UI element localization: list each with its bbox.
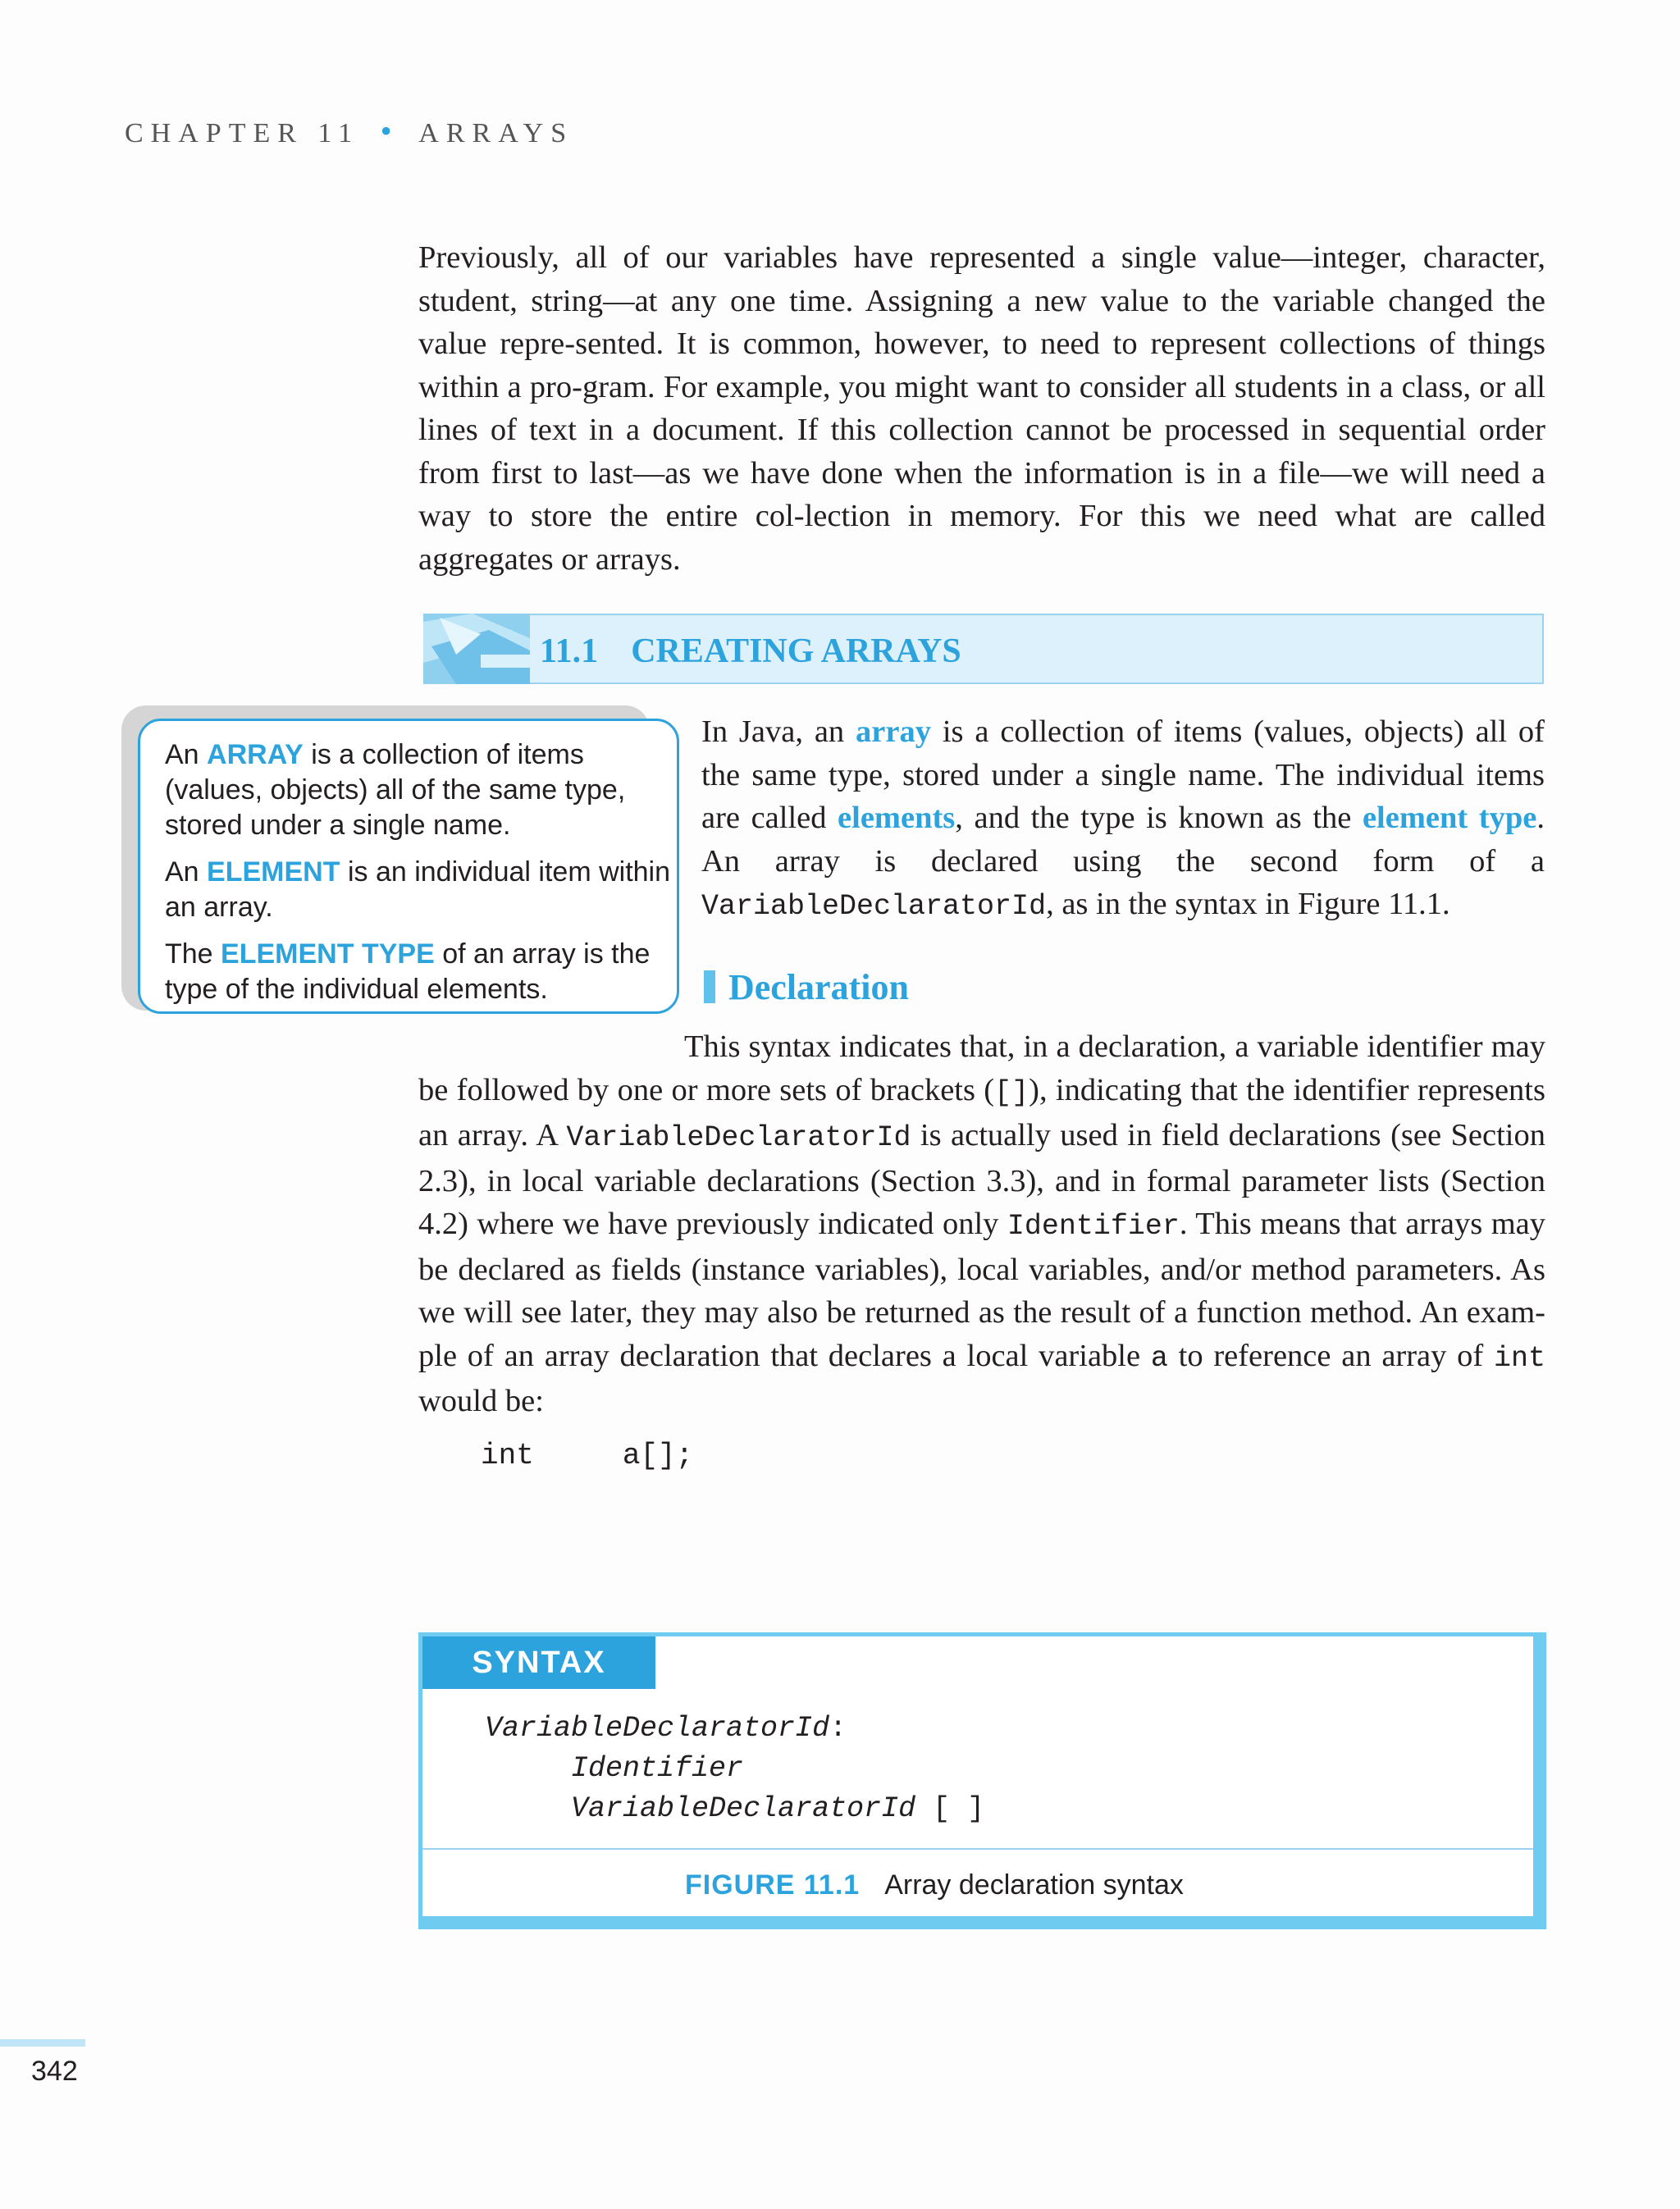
- syntax-divider: [422, 1848, 1533, 1850]
- chapter-title: ARRAYS: [418, 118, 574, 148]
- running-head: [125, 112, 573, 150]
- sidebar-definition-array: An ARRAY is a collection of items (values, objects) all of the same type, stored under a single name.: [165, 739, 626, 841]
- page-number: 342: [31, 2056, 78, 2087]
- syntax-code: VariableDeclaratorId: Identifier VariableDeclaratorId [ ]: [485, 1712, 985, 1825]
- section-title-text: CREATING ARRAYS: [631, 632, 961, 670]
- chapter-label: CHAPTER 11: [125, 118, 360, 148]
- separator-dot: •: [380, 112, 399, 149]
- sidebar-definition-element-type: The ELEMENT TYPE of an array is the type of the individual elements.: [165, 938, 651, 1005]
- code-variable-declarator-id: VariableDeclaratorId: [701, 890, 1047, 923]
- keyword-elements: elements: [838, 801, 956, 835]
- keyword-element-type: element type: [1362, 801, 1537, 835]
- section-title: [540, 632, 961, 671]
- intro-paragraph: Previously, all of our variables have represented a single value—integer, character, student, string—at any one time. Assigning a new value to the variable changed the value repre-sented. It is common, however, to need to represent collections of things within a pro-gram. For example, you might want to consider all students in a class, or all lines of text in a document. If this collection cannot be processed in sequential order from first to last—as we have done when the information is in a file—we will need a way to store the entire col-lection in memory. For this we need what are called aggregates or arrays.: [418, 240, 1545, 577]
- page-number-bar: [0, 2039, 85, 2047]
- code-example: int a[];: [481, 1439, 694, 1472]
- definition-sidebar: [138, 719, 679, 1014]
- section-banner: [423, 614, 1544, 684]
- syntax-tab: SYNTAX: [422, 1636, 655, 1689]
- declaration-heading: Declaration: [704, 966, 909, 1008]
- section-banner-decoration: [423, 614, 530, 684]
- syntax-figure: [418, 1632, 1546, 1929]
- term-element: ELEMENT: [207, 856, 340, 888]
- term-element-type: ELEMENT TYPE: [221, 938, 435, 970]
- section-number: 11.1: [540, 632, 599, 670]
- declaration-paragraph: This syntax indicates that, in a declaration, a variable identifier may be followed by one or more sets of brackets ([]), indicating that the identifier represents an array. A VariableDeclaratorId is actually used in field declarations (see Section 2.3), in local variable declarations (Section 3.3), and in formal parameter lists (Section 4.2) where we have previously indicated only Identifier. This means that arrays may be declared as fields (instance variables), local variables, and/or method parameters. As we will see later, they may also be returned as the result of a function method. An exam-ple of an array declaration that declares a local variable a to reference an array of int would be:: [418, 1029, 1546, 1418]
- figure-caption-text: Array declaration syntax: [884, 1869, 1184, 1901]
- heading-bar: [704, 970, 715, 1003]
- term-array: ARRAY: [207, 739, 304, 770]
- figure-caption: [685, 1869, 1184, 1901]
- sidebar-definition-element: An ELEMENT is an individual item within an array.: [165, 856, 671, 923]
- keyword-array: array: [856, 714, 931, 749]
- figure-number: FIGURE 11.1: [685, 1869, 861, 1901]
- java-array-paragraph: In Java, an array is a collection of items (values, objects) all of the same type, stored under a single name. The individual items are called elements, and the type is known as the element type. An array is declared using the second form of a VariableDeclaratorId, as in the syntax in Figure 11.1.: [701, 714, 1545, 923]
